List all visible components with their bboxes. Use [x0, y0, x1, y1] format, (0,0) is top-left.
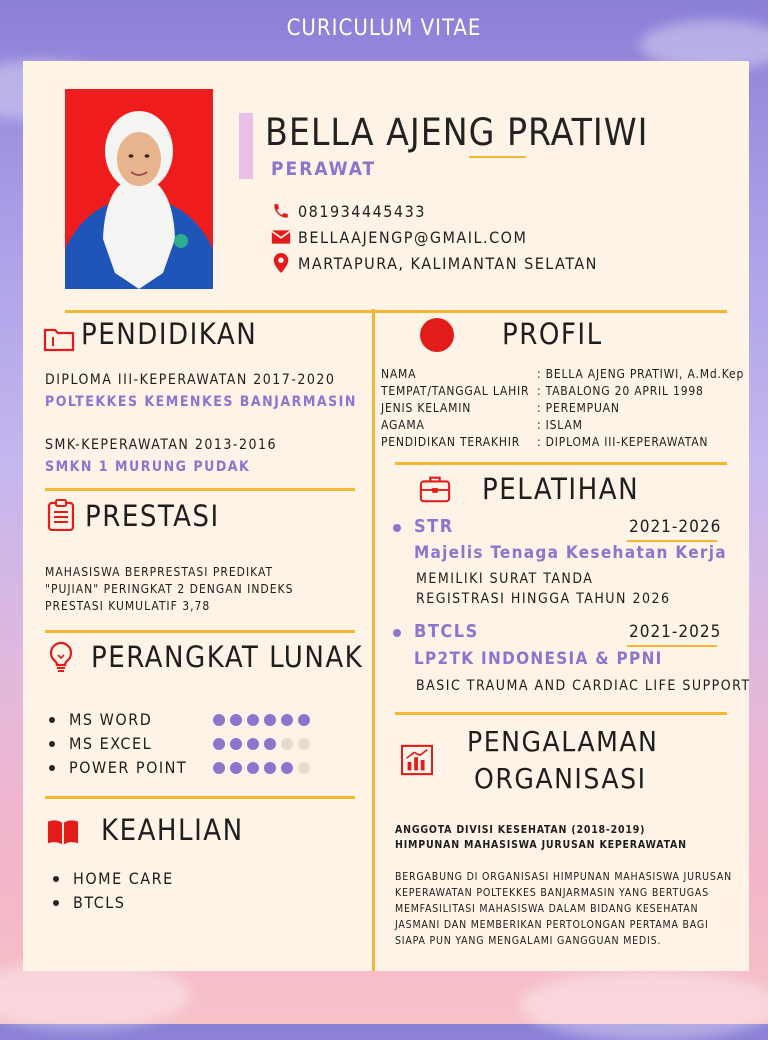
achievement-line: PRESTASI KUMULATIF 3,78: [45, 599, 211, 613]
rating-dots: [213, 738, 310, 750]
rating-dot-filled: [247, 762, 259, 774]
section-title-pelatihan: PELATIHAN: [482, 472, 640, 506]
rating-dot-empty: [281, 738, 293, 750]
section-title-organisasi-2: ORGANISASI: [474, 762, 647, 795]
years-underline: [627, 540, 717, 542]
rating-dot-filled: [281, 714, 293, 726]
rating-dot-filled: [247, 714, 259, 726]
rating-dots: [213, 714, 310, 726]
profile-row: PENDIDIKAN TERAKHIR : DIPLOMA III-KEPERAWATAN: [381, 435, 709, 449]
book-icon: [47, 816, 79, 848]
rating-dot-filled: [264, 738, 276, 750]
rating-dot-filled: [298, 714, 310, 726]
name-underline: [469, 156, 526, 158]
rating-dot-empty: [298, 762, 310, 774]
training-years: 2021-2026: [629, 517, 722, 537]
section-title-profil: PROFIL: [502, 317, 603, 351]
rating-dot-filled: [213, 714, 225, 726]
contact-email: [271, 227, 527, 247]
location-pin-icon: [271, 253, 291, 273]
rating-dot-empty: [298, 738, 310, 750]
list-item: BTCLS: [53, 891, 174, 915]
training-org: LP2TK INDONESIA & PPNI: [414, 649, 663, 669]
training-name: STR: [414, 516, 454, 537]
education-school: POLTEKKES KEMENKES BANJARMASIN: [45, 394, 357, 410]
rating-dot-filled: [230, 714, 242, 726]
software-list: [49, 708, 187, 780]
profile-row: NAMA : BELLA AJENG PRATIWI, A.Md.Kep: [381, 367, 745, 381]
rating-dot-filled: [264, 714, 276, 726]
education-school: SMKN 1 MURUNG PUDAK: [45, 459, 251, 475]
phone-icon: [271, 201, 291, 221]
background-cloud: [520, 970, 768, 1040]
training-bullet: [393, 524, 401, 532]
clipboard-icon: [45, 499, 77, 531]
contact-phone: [271, 201, 426, 221]
years-underline: [627, 645, 717, 647]
organization-role: ANGGOTA DIVISI KESEHATAN (2018-2019) HIMPUNAN MAHASISWA JURUSAN KEPERAWATAN: [395, 824, 687, 851]
list-item: HOME CARE: [53, 867, 174, 891]
mail-icon: [271, 227, 291, 247]
column-divider: [372, 309, 375, 971]
training-name: BTCLS: [414, 621, 479, 642]
contact-location: [271, 253, 598, 273]
profile-circle-icon: [420, 318, 454, 352]
section-title-prestasi: PRESTASI: [85, 499, 220, 533]
location-text: MARTAPURA, KALIMANTAN SELATAN: [298, 253, 598, 273]
training-bullet: [393, 629, 401, 637]
section-divider: [45, 488, 355, 491]
rating-dot-filled: [230, 762, 242, 774]
cv-card: [23, 61, 749, 971]
profile-table: [381, 366, 744, 451]
section-title-keahlian: KEAHLIAN: [101, 813, 244, 847]
rating-dots: [213, 762, 310, 774]
email-text[interactable]: BELLAAJENGP@GMAIL.COM: [298, 227, 528, 247]
section-divider: [45, 630, 355, 633]
section-title-pendidikan: PENDIDIKAN: [81, 317, 258, 351]
achievement-line: MAHASISWA BERPRESTASI PREDIKAT: [45, 565, 274, 579]
achievement-line: "PUJIAN" PERINGKAT 2 DENGAN INDEKS: [45, 582, 294, 596]
training-years: 2021-2025: [629, 622, 722, 642]
list-item: MS EXCEL: [49, 732, 187, 756]
section-divider: [395, 712, 727, 715]
rating-dot-filled: [247, 738, 259, 750]
education-program: DIPLOMA III-KEPERAWATAN 2017-2020: [45, 372, 336, 388]
training-desc: BASIC TRAUMA AND CARDIAC LIFE SUPPORT: [416, 678, 751, 694]
lightbulb-icon: [45, 641, 77, 673]
profile-row: AGAMA : ISLAM: [381, 418, 583, 432]
section-title-perangkat-lunak: PERANGKAT LUNAK: [91, 640, 364, 674]
rating-dot-filled: [213, 762, 225, 774]
page-title: CURICULUM VITAE: [286, 16, 482, 41]
profile-row: TEMPAT/TANGGAL LAHIR : TABALONG 20 APRIL 1998: [381, 384, 704, 398]
education-program: SMK-KEPERAWATAN 2013-2016: [45, 437, 277, 453]
briefcase-icon: [419, 473, 451, 505]
rating-dot-filled: [230, 738, 242, 750]
skills-list: [53, 867, 174, 915]
section-divider: [45, 796, 355, 799]
profile-row: JENIS KELAMIN : PEREMPUAN: [381, 401, 620, 415]
profile-photo: [65, 89, 213, 289]
phone-text[interactable]: 081934445433: [298, 201, 426, 221]
rating-dot-filled: [264, 762, 276, 774]
organization-description: BERGABUNG DI ORGANISASI HIMPUNAN MAHASISWA JURUSAN KEPERAWATAN POLTEKKES BANJARMASIN YANG BERTUGAS MEMFASILITASI MAHASISWA DALAM BIDANG KESEHATAN JASMANI DAN MEMBERIKAN PERTOLONGAN PERTAMA BAGI SIAPA PUN YANG MENGALAMI GANGGUAN MEDIS.: [395, 871, 733, 947]
name-accent-bar: [239, 113, 253, 179]
section-title-organisasi-1: PENGALAMAN: [467, 725, 659, 758]
section-divider: [395, 462, 727, 465]
bar-chart-icon: [401, 744, 433, 776]
person-name: BELLA AJENG PRATIWI: [265, 111, 649, 154]
header-divider: [65, 310, 727, 313]
job-title: PERAWAT: [271, 158, 377, 180]
rating-dot-filled: [213, 738, 225, 750]
training-desc: REGISTRASI HINGGA TAHUN 2026: [416, 591, 671, 607]
rating-dot-filled: [281, 762, 293, 774]
list-item: MS WORD: [49, 708, 187, 732]
training-org: Majelis Tenaga Kesehatan Kerja: [414, 543, 727, 563]
folder-icon: [43, 322, 75, 354]
list-item: POWER POINT: [49, 756, 187, 780]
training-desc: MEMILIKI SURAT TANDA: [416, 571, 594, 587]
